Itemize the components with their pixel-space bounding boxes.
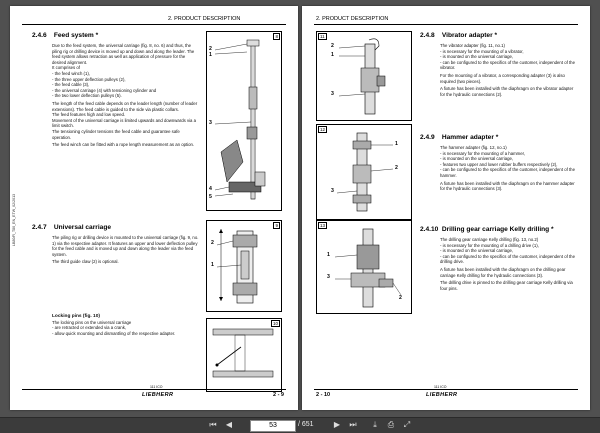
paragraph: A fixture has been installed with the diaphragm on the vibrator adapter for the hydraulic connections (2).	[440, 86, 574, 97]
page-header: 2. PRODUCT DESCRIPTION	[168, 16, 241, 22]
liebherr-logo: LIEBHERR	[426, 392, 458, 398]
header-rule	[22, 24, 286, 25]
page-total: / 651	[298, 421, 314, 428]
paragraph: The hammer adapter (fig. 12, no.1)	[440, 145, 507, 150]
figure-label: 1	[331, 52, 334, 58]
section-number: 2.4.10	[420, 226, 439, 233]
locking-pins-text	[52, 314, 200, 336]
page-right	[302, 6, 590, 410]
section-number: 2.4.7	[32, 224, 47, 231]
paragraph: The vibrator adapter (fig. 11, no.1)	[440, 43, 505, 48]
section-title: Hammer adapter *	[441, 134, 499, 141]
list-item: - are retracted or extended via a crank,	[52, 325, 127, 331]
section-heading-vibrator-adapter	[420, 32, 497, 39]
hammer-adapter-text	[440, 145, 576, 192]
figure-label: 2	[331, 43, 334, 49]
footer-code: 111 ICO	[150, 385, 163, 389]
paragraph: A fixture has been installed with the diaphragm on the hammer adapter for the hydraulic connections (3).	[440, 180, 575, 192]
first-page-button[interactable]: ⏮	[209, 420, 217, 429]
list-item: - features two upper and lower rubber buffers respectively (2),	[440, 161, 558, 167]
figure-12	[316, 124, 412, 220]
section-title: Drilling gear carriage Kelly drilling *	[441, 226, 554, 233]
drilling-gear-carriage-drawing	[317, 221, 411, 313]
figure-label: 1	[395, 141, 398, 147]
paragraph: The third guide claw (2) is optional.	[52, 259, 119, 265]
paragraph: The feed winch can be fitted with a rope length measurement as an option.	[52, 142, 195, 148]
page-header: 2. PRODUCT DESCRIPTION	[316, 16, 389, 22]
feed-system-text	[52, 43, 200, 148]
liebherr-logo: LIEBHERR	[142, 392, 174, 398]
figure-label: 3	[331, 91, 334, 97]
figure-10	[206, 318, 282, 392]
side-code: LB80/R_T80_EN_ETW_02/2013	[12, 193, 16, 246]
list-item: - allow quick mounting and dismantling of the respective adapter.	[52, 330, 176, 336]
feed-system-drawing	[207, 32, 281, 210]
figure-label: 3	[331, 188, 334, 194]
figure-label: 1	[211, 262, 214, 268]
section-heading-feed-system	[32, 32, 98, 39]
universal-carriage-drawing	[207, 221, 281, 311]
figure-11	[316, 31, 412, 121]
figure-label: 1	[327, 252, 330, 258]
next-page-button[interactable]: ▶	[333, 420, 341, 429]
list-item: - is mounted on the universal carriage,	[440, 248, 514, 254]
figure-13	[316, 220, 412, 314]
figure-label: 3	[209, 120, 212, 126]
section-heading-drilling-gear-carriage	[420, 226, 554, 233]
header-rule	[314, 24, 578, 25]
list-item: - the two lower deflection pulleys (5).	[52, 93, 122, 99]
figure-tag: 10	[272, 321, 278, 326]
figure-tag: 9	[275, 223, 278, 228]
list-item: - the three upper deflection pulleys (2),	[52, 76, 126, 82]
figure-label: 4	[209, 186, 212, 192]
page-left	[10, 6, 298, 410]
list-item: - is necessary for the mounting of a vibrator,	[440, 48, 524, 54]
section-title: Universal carriage	[53, 224, 112, 231]
list-item: - the feed winch (1),	[52, 70, 90, 76]
paragraph: For the mounting of a vibrator, a corresponding adapter (3) is also required (two pieces).	[440, 72, 565, 84]
figure-tag: 8	[275, 34, 278, 39]
section-heading-universal-carriage	[32, 224, 111, 231]
footer-code: 111 ICO	[434, 385, 447, 389]
paragraph: The drilling drive is pinned to the drilling gear carriage Kelly drilling via four pins.	[440, 280, 573, 291]
figure-label: 3	[327, 274, 330, 280]
list-item: - is mounted on the universal carriage,	[440, 54, 514, 60]
paragraph: The tensioning cylinder tensions the feed cable and guarantee safe operation.	[52, 128, 180, 140]
vibrator-adapter-text	[440, 43, 576, 97]
locking-pins-drawing	[207, 319, 281, 391]
universal-carriage-text	[52, 235, 200, 265]
section-number: 2.4.6	[32, 32, 47, 39]
paragraph: It comprises of	[52, 65, 80, 71]
print-icon[interactable]: ⎙	[387, 420, 395, 429]
figure-label: 1	[209, 52, 212, 58]
paragraph: The length of the feed cable depends on the leader length (number of leader extensions). The feed cable is guided to the side via plastic collars.	[52, 100, 198, 112]
paragraph: The locking pins on the universal carriage	[52, 319, 132, 325]
figure-label: 2	[209, 46, 212, 52]
paragraph: Movement of the universal carriage is limited upwards and downwards via a limit switch.	[52, 117, 197, 129]
figure-tag: 12	[320, 127, 326, 132]
list-item: - the feed cable (3),	[52, 82, 90, 88]
figure-label: 2	[211, 240, 214, 246]
hammer-adapter-drawing	[317, 125, 411, 219]
last-page-button[interactable]: ⏭	[349, 420, 357, 429]
paragraph: The piling rig or drilling device is mounted to the universal carriage (fig. 9, no. 1) via the respective adapter. It features an upper and lower deflection pulley for the feed cable and is moved up and down along the leader via the feed system.	[52, 235, 199, 257]
list-item: - is necessary for the mounting of a drilling drive (1),	[440, 242, 539, 248]
section-heading-hammer-adapter	[420, 134, 498, 141]
paragraph: The feed features high and low speed.	[52, 112, 126, 118]
figure-9	[206, 220, 282, 312]
paragraph: The drilling gear carriage Kelly drilling (fig. 13, no.2)	[440, 237, 539, 242]
figure-tag: 11	[320, 34, 325, 39]
figure-label: 2	[399, 295, 402, 301]
paragraph: Due to the feed system, the universal carriage (fig. 8, no. 6) and thus, the piling rig or drilling device is moved up and down and along the leader. The feed system allows retraction as well as application of pressure for the desired alignment.	[52, 43, 195, 65]
list-item: - can be configured to the specifics of the customer, independent of the drilling drive.	[440, 253, 575, 265]
figure-label: 5	[209, 194, 212, 200]
section-title: Vibrator adapter *	[441, 32, 498, 39]
list-item: - can be configured to the specifics of the customer, independent of the vibrator.	[440, 59, 575, 71]
list-item: - can be configured to the specifics of the customer, independent of the hammer.	[440, 167, 575, 178]
list-item: - the universal carriage (4) with tensioning cylinder and	[52, 87, 157, 93]
list-item: - is necessary for the mounting of a hammer,	[440, 150, 526, 156]
section-number: 2.4.8	[420, 32, 435, 39]
section-title: Feed system *	[53, 32, 99, 39]
footer-rule	[22, 389, 286, 390]
previous-page-button[interactable]: ◀	[225, 420, 233, 429]
figure-label: 2	[395, 165, 398, 171]
figure-tag: 13	[320, 223, 326, 228]
fullscreen-icon[interactable]: ⤢	[403, 420, 411, 429]
page-number: 2 - 9	[272, 392, 284, 398]
section-number: 2.4.9	[420, 134, 435, 141]
download-icon[interactable]: ⤓	[373, 420, 377, 429]
drilling-gear-carriage-text	[440, 237, 576, 291]
viewer-toolbar	[0, 417, 600, 433]
figure-8	[206, 31, 282, 211]
subsection-title: Locking pins (fig. 10)	[52, 314, 100, 319]
page-number-input[interactable]: 53	[250, 420, 296, 432]
footer-rule	[314, 389, 578, 390]
list-item: - is mounted on the universal carriage,	[440, 156, 514, 162]
page-number: 2 - 10	[316, 392, 331, 398]
paragraph: A fixture has been installed with the diaphragm on the drilling gear carriage Kelly drilling for the hydraulic connections (3).	[440, 266, 566, 278]
